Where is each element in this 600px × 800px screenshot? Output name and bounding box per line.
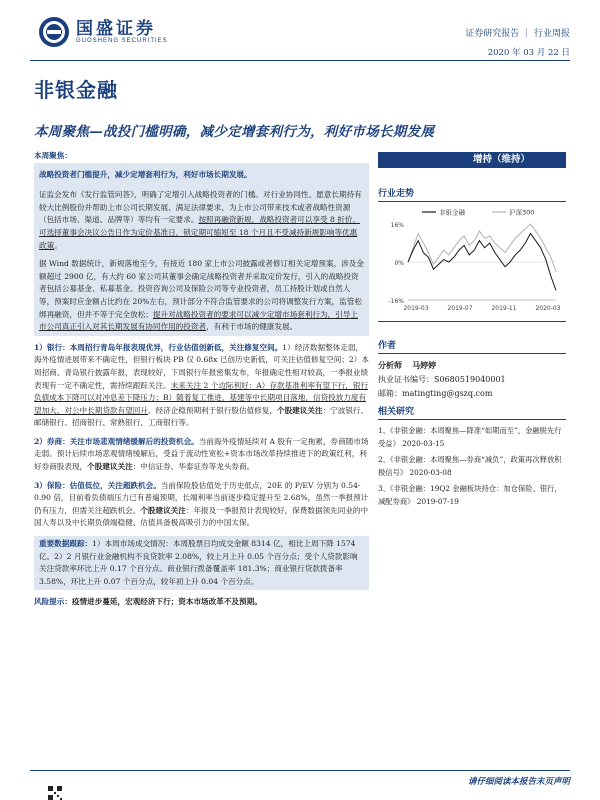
- chart-x-tick-label: 2019-11: [491, 305, 517, 312]
- data-tracking-box: [34, 536, 369, 590]
- company-name-cn: 国盛证券: [76, 19, 156, 39]
- chart-series-line: [408, 224, 556, 272]
- analyst-email[interactable]: matingting@gszq.com: [402, 389, 493, 398]
- risk-warning: 风险提示：疫情进步蔓延，宏观经济下行；资本市场改革不及预期。: [34, 597, 262, 607]
- sector-title: 非银金融: [34, 78, 118, 102]
- related-item[interactable]: 3、《非银金融：19Q2 金融板块持仓：加仓保险、银行，减配券商》 2019-07-19: [378, 484, 562, 506]
- chart-legend-label: 非银金融: [439, 208, 465, 217]
- company-logo: [38, 16, 168, 48]
- related-title: 相关研究: [378, 404, 566, 420]
- analyst-line: 分析师 马婷婷: [378, 360, 437, 370]
- footer-divider: [30, 770, 570, 771]
- authors-title: 作者: [378, 338, 566, 354]
- guosheng-logo-icon: [38, 16, 70, 48]
- focus-highlight: 战略投资者门槛提升，减少定增套利行为，利好市场长期发展。: [39, 169, 252, 179]
- authors-section: [378, 338, 566, 401]
- related-section: [378, 404, 566, 508]
- report-headline: 本周聚焦—战投门槛明确，减少定增套利行为，利好市场长期发展: [34, 124, 435, 140]
- related-item[interactable]: 1、《非银金融：本周聚焦—降准“如期而至”，金融脱先行受益》 2020-03-15: [378, 426, 562, 448]
- related-item[interactable]: 2、《非银金融：本周聚焦—券商“减负”，政策再次释放积极信号》 2020-03-08: [378, 455, 562, 477]
- main-content: [34, 150, 369, 609]
- cert-line: 执业证书编号：S0680519040001: [378, 375, 506, 384]
- insurance-section: 3）保险：估值低位，关注超跌机会。当前保险股估值处于历史低点，20E 的 P/EV 分别为 0.54-0.90 倍，目前看负债端压力已有普遍预期，长端利率当前逐步稳定提升至 2.68%，虽然一季报预计仍有压力，但需关注超跌机会。个股建议关注：年报及一季报预计表现较好，保费数据领先同业的中国人寿以及中长期负债端稳健、估值具备极高吸引力的中国太保。: [34, 480, 369, 528]
- footer-note: 请仔细阅读本报告末页声明: [467, 777, 570, 787]
- trend-chart-svg: [378, 202, 566, 322]
- report-type: 证券研究报告 ｜ 行业周报: [465, 29, 570, 39]
- email-line: 邮箱：matingting@gszq.com: [378, 389, 493, 398]
- broker-section: 2）券商：关注市场悲观情绪缓解后的投资机会。当前海外疫情延续对 A 股有一定拖累，券商随市场走弱。预计后续市场悲观情绪缓解后，受益于流动性宽松+资本市场改革持续推进下的政策红利，利好券商股表现，个股建议关注：中信证券、华泰证券等龙头券商。: [34, 436, 369, 472]
- trend-chart: [378, 202, 566, 322]
- trend-section: [378, 186, 566, 202]
- chart-x-tick-label: 2019-03: [403, 305, 429, 312]
- focus-label: 本周聚焦：: [34, 151, 72, 160]
- chart-y-tick-label: 0%: [394, 260, 404, 267]
- chart-x-tick-label: 2020-03: [535, 305, 561, 312]
- focus-box: [34, 163, 369, 336]
- focus-paragraph-2: 据 Wind 数据统计，新规落地至今，有接近 180 家上市公司披露或者修订相关定增预案，涉及金额超过 2900 亿，有大约 60 家公司其董事会确定战略投资者并采取定价发行，引入的战略投资者包括公募基金、私募基金、投资咨询公司及保险公司等专业投资者，员工持股计划或自然人等，预案时应金额占比约在 20%左右，预计部分不符合监管要求的公司将调整发行方案，监管松绑再融资，但并不等于完全放松；提升对战略投资者的要求可以减少定增市场套利行为，引导上市公司真正引入对其长期发展有协同作用的投资者，有利于市场的健康发展。: [39, 259, 364, 332]
- cert-number: S0680519040001: [434, 375, 506, 384]
- chart-y-tick-label: 16%: [390, 222, 404, 229]
- chart-y-tick-label: -16%: [388, 298, 404, 305]
- company-name-en: GUOSHENG SECURITIES: [76, 38, 168, 44]
- bank-section: 1）银行：本周招行青岛年报表现优异，行业估值创新低，关注修复空间。1）经济数据整体走弱，海外疫情进展带来不确定性，但银行板块 PB 仅 0.68x 已创历史新低，可关注估值修复空间；2）本周招商、青岛银行披露年报，表现较好，下周银行年报密集发布，年报确定性相对较高，一季报业绩表现有一定不确定性，需持续跟踪关注。未来关注 2 个边际利好：A）存款基准利率有望下行，银行负债成本下降可以对冲息差下降压力；B）随着复工推进，基建等中长期项目落地，信贷投放力度有望加大，对公中长期贷款有望回升。经济企稳预期利于银行股估值修复，个股建议关注：宁波银行、邮储银行、招商银行、常熟银行、工商银行等。: [34, 342, 369, 428]
- rating-badge: 增持（维持）: [378, 152, 566, 168]
- data-tracking: 重要数据跟踪：1）本周市场成交情况：本周股票日均成交金额 8314 亿，相比上周下降 1574 亿。2）2 月银行业金融机构不良贷款率 2.08%，较上月上升 0.05 个百分点；受个人贷款影响关注贷款率环比上升 0.17 个百分点。商业银行拨备覆盖率 181.3%；商业银行贷款拨备率 3.58%，环比上升 0.07 个百分点，较年初上升 0.04 个百分点。: [39, 539, 358, 586]
- header-divider: [30, 60, 570, 61]
- qr-code-icon: [48, 786, 62, 800]
- chart-x-tick-label: 2019-07: [447, 305, 473, 312]
- chart-legend-label: 沪深300: [509, 208, 535, 217]
- trend-title: 行业走势: [378, 186, 566, 202]
- focus-paragraph-1: 证监会发布《发行监管问答》，明确了定增引入战略投资者的门槛。对行业协同性、愿意长期持有较大比例股份并帮助上市公司长期发展、满足法律要求、为上市公司带来技术或者战略性资源（包括市场、渠道、品牌等）等均有一定要求。按照再融资新规，战略投资者可以享受 8 折价、可选择董事会决议公告日作为定价基准日，锁定期可缩短至 18 个月且不受减持新规影响等优惠政策。: [39, 190, 362, 250]
- report-date: 2020 年 03 月 22 日: [487, 48, 570, 58]
